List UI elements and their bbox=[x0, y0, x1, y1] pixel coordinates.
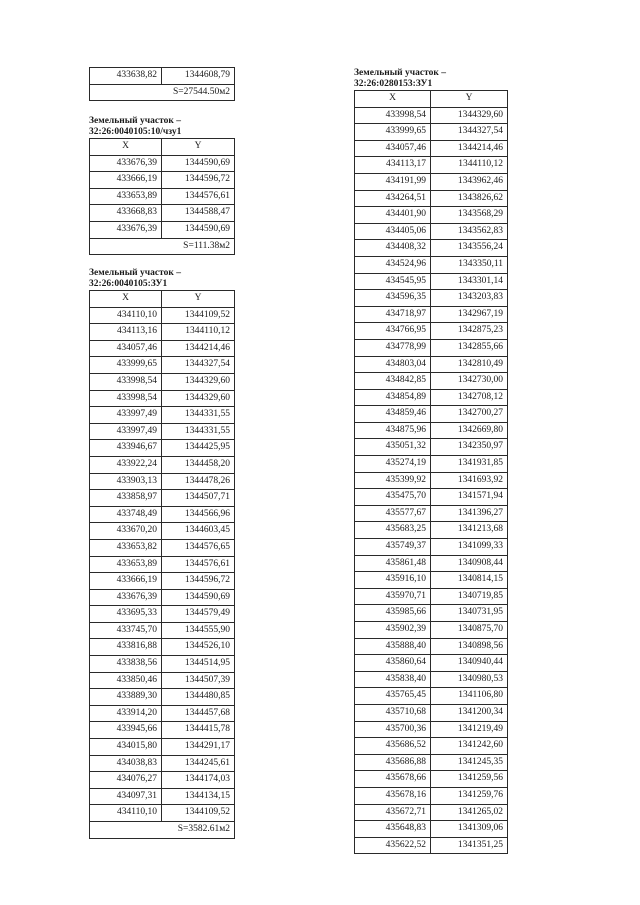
table-row bbox=[355, 738, 508, 755]
table-row bbox=[355, 406, 508, 423]
coordinate-x-cell: 433946,67 bbox=[90, 440, 162, 457]
table-row bbox=[355, 207, 508, 224]
coordinate-y-cell: 1344329,60 bbox=[162, 390, 235, 407]
table-row bbox=[90, 589, 235, 606]
coordinate-x-cell: 435902,39 bbox=[355, 622, 431, 639]
coordinate-x-cell: 433676,39 bbox=[90, 155, 162, 172]
table-row bbox=[355, 638, 508, 655]
coordinate-y-cell: 1344478,26 bbox=[162, 473, 235, 490]
table-row bbox=[355, 572, 508, 589]
coordinate-y-cell: 1341571,94 bbox=[431, 489, 508, 506]
coordinate-y-cell: 1344603,45 bbox=[162, 523, 235, 540]
table-row bbox=[90, 539, 235, 556]
table-row bbox=[355, 539, 508, 556]
coordinate-y-cell: 1343556,24 bbox=[431, 240, 508, 257]
coordinate-y-cell: 1344214,46 bbox=[431, 140, 508, 157]
coordinate-y-cell: 1344480,85 bbox=[162, 689, 235, 706]
coordinate-x-cell: 434113,16 bbox=[90, 324, 162, 341]
parcel-zu1-left-title-line2: 32:26:0040105:ЗУ1 bbox=[89, 278, 168, 289]
table-row bbox=[355, 555, 508, 572]
coordinate-x-cell: 434057,46 bbox=[355, 140, 431, 157]
table-row bbox=[90, 622, 235, 639]
coordinate-y-cell: 1344555,90 bbox=[162, 622, 235, 639]
coordinate-x-cell: 433997,49 bbox=[90, 407, 162, 424]
coordinate-x-cell: 434038,83 bbox=[90, 755, 162, 772]
coordinate-x-cell: 434097,31 bbox=[90, 788, 162, 805]
coordinate-y-cell: 1340980,53 bbox=[431, 671, 508, 688]
coordinate-y-cell: 1344457,68 bbox=[162, 705, 235, 722]
table-row bbox=[90, 506, 235, 523]
column-header-x: X bbox=[355, 91, 431, 108]
coordinate-y-cell: 1341693,92 bbox=[431, 472, 508, 489]
coordinate-y-cell: 1340875,70 bbox=[431, 622, 508, 639]
coordinate-x-cell: 434842,85 bbox=[355, 373, 431, 390]
table-row bbox=[90, 573, 235, 590]
coordinate-x-cell: 433997,49 bbox=[90, 423, 162, 440]
coordinate-y-cell: 1342967,19 bbox=[431, 306, 508, 323]
table-row bbox=[90, 340, 235, 357]
coordinate-y-cell: 1342875,23 bbox=[431, 323, 508, 340]
column-header-y: Y bbox=[162, 291, 235, 308]
coordinate-x-cell: 434401,90 bbox=[355, 207, 431, 224]
coordinate-y-cell: 1344109,52 bbox=[162, 805, 235, 822]
column-header-x: X bbox=[90, 139, 162, 156]
coordinate-y-cell: 1344507,71 bbox=[162, 490, 235, 507]
coordinate-x-cell: 435970,71 bbox=[355, 588, 431, 605]
table-row bbox=[90, 606, 235, 623]
coordinate-x-cell: 433670,20 bbox=[90, 523, 162, 540]
coordinate-x-cell: 435765,45 bbox=[355, 688, 431, 705]
coordinate-y-cell: 1341309,06 bbox=[431, 821, 508, 838]
parcel-zu1-left-title bbox=[89, 268, 181, 289]
coordinate-y-cell: 1344608,79 bbox=[162, 68, 235, 85]
coordinate-x-cell: 433653,89 bbox=[90, 556, 162, 573]
table-row bbox=[355, 721, 508, 738]
table-row bbox=[355, 140, 508, 157]
coordinate-x-cell: 435577,67 bbox=[355, 505, 431, 522]
coordinate-x-cell: 433638,82 bbox=[90, 68, 162, 85]
coordinate-x-cell: 434596,35 bbox=[355, 290, 431, 307]
table-row bbox=[355, 273, 508, 290]
coordinate-y-cell: 1341265,02 bbox=[431, 804, 508, 821]
table-row bbox=[355, 655, 508, 672]
coordinate-x-cell: 433838,56 bbox=[90, 656, 162, 673]
table-row bbox=[90, 423, 235, 440]
coordinate-x-cell: 433850,46 bbox=[90, 672, 162, 689]
parcel-chzu1-table bbox=[89, 138, 235, 255]
coordinate-y-cell: 1344596,72 bbox=[162, 172, 235, 189]
coordinate-y-cell: 1344514,95 bbox=[162, 656, 235, 673]
coordinate-y-cell: 1344291,17 bbox=[162, 739, 235, 756]
coordinate-y-cell: 1340719,85 bbox=[431, 588, 508, 605]
coordinate-x-cell: 433999,65 bbox=[355, 124, 431, 141]
coordinate-x-cell: 435861,48 bbox=[355, 555, 431, 572]
table-row bbox=[90, 705, 235, 722]
table-row bbox=[90, 755, 235, 772]
coordinate-y-cell: 1341106,80 bbox=[431, 688, 508, 705]
table-row bbox=[355, 223, 508, 240]
table-row bbox=[355, 456, 508, 473]
table-row bbox=[355, 124, 508, 141]
area-row bbox=[90, 84, 235, 101]
table-row bbox=[90, 357, 235, 374]
coordinate-x-cell: 434076,27 bbox=[90, 772, 162, 789]
parcel-zu1-right-title-line2: 32:26:0280153:ЗУ1 bbox=[354, 78, 433, 89]
table-row bbox=[90, 205, 235, 222]
coordinate-y-cell: 1344566,96 bbox=[162, 506, 235, 523]
area-value: S=3582.61м2 bbox=[90, 822, 235, 839]
coordinate-x-cell: 434545,95 bbox=[355, 273, 431, 290]
coordinate-x-cell: 434405,06 bbox=[355, 223, 431, 240]
table-row bbox=[90, 155, 235, 172]
parcel-chzu1-title-line1: Земельный участок – bbox=[89, 116, 181, 126]
coordinate-y-cell: 1344507,39 bbox=[162, 672, 235, 689]
coordinate-x-cell: 433998,54 bbox=[90, 390, 162, 407]
coordinate-y-cell: 1344590,69 bbox=[162, 221, 235, 238]
coordinate-y-cell: 1341219,49 bbox=[431, 721, 508, 738]
coordinate-y-cell: 1341200,34 bbox=[431, 704, 508, 721]
coordinate-y-cell: 1341099,33 bbox=[431, 539, 508, 556]
coordinate-x-cell: 433676,39 bbox=[90, 221, 162, 238]
coordinate-y-cell: 1342700,27 bbox=[431, 406, 508, 423]
table-header-row bbox=[90, 291, 235, 308]
coordinate-x-cell: 433666,19 bbox=[90, 172, 162, 189]
parcel-zu1-right-title bbox=[354, 68, 446, 89]
coordinate-y-cell: 1342810,49 bbox=[431, 356, 508, 373]
coordinate-y-cell: 1341396,27 bbox=[431, 505, 508, 522]
table-row bbox=[90, 440, 235, 457]
top-coordinates-table bbox=[89, 67, 235, 101]
parcel-chzu1-table-body bbox=[90, 155, 235, 255]
coordinate-y-cell: 1341259,56 bbox=[431, 771, 508, 788]
coordinate-y-cell: 1344590,69 bbox=[162, 155, 235, 172]
coordinate-y-cell: 1344214,46 bbox=[162, 340, 235, 357]
column-header-y: Y bbox=[431, 91, 508, 108]
coordinate-x-cell: 435678,16 bbox=[355, 787, 431, 804]
table-row bbox=[355, 422, 508, 439]
coordinate-y-cell: 1344329,60 bbox=[162, 373, 235, 390]
coordinate-x-cell: 435475,70 bbox=[355, 489, 431, 506]
table-row bbox=[355, 821, 508, 838]
coordinate-x-cell: 435648,83 bbox=[355, 821, 431, 838]
top-table-body bbox=[90, 68, 235, 101]
coordinate-y-cell: 1344576,61 bbox=[162, 556, 235, 573]
parcel-zu1-right-title-line1: Земельный участок – bbox=[354, 68, 446, 78]
table-row bbox=[355, 157, 508, 174]
coordinate-y-cell: 1344588,47 bbox=[162, 205, 235, 222]
coordinate-x-cell: 433676,39 bbox=[90, 589, 162, 606]
coordinate-x-cell: 435916,10 bbox=[355, 572, 431, 589]
coordinate-x-cell: 434015,80 bbox=[90, 739, 162, 756]
coordinate-x-cell: 433999,65 bbox=[90, 357, 162, 374]
coordinate-x-cell: 434854,89 bbox=[355, 389, 431, 406]
coordinate-x-cell: 435622,52 bbox=[355, 837, 431, 854]
table-row bbox=[355, 588, 508, 605]
coordinate-y-cell: 1344425,95 bbox=[162, 440, 235, 457]
table-row bbox=[355, 373, 508, 390]
coordinate-y-cell: 1341245,35 bbox=[431, 754, 508, 771]
coordinate-x-cell: 433666,19 bbox=[90, 573, 162, 590]
table-row bbox=[90, 672, 235, 689]
coordinate-y-cell: 1344590,69 bbox=[162, 589, 235, 606]
table-row bbox=[355, 704, 508, 721]
parcel-chzu1-title bbox=[89, 116, 181, 137]
area-row bbox=[90, 238, 235, 255]
coordinate-y-cell: 1343301,14 bbox=[431, 273, 508, 290]
coordinate-y-cell: 1340731,95 bbox=[431, 605, 508, 622]
table-row bbox=[355, 505, 508, 522]
table-row bbox=[90, 307, 235, 324]
table-row bbox=[90, 739, 235, 756]
parcel-chzu1-title-line2: 32:26:0040105:10/чзу1 bbox=[89, 126, 182, 137]
coordinate-x-cell: 433903,13 bbox=[90, 473, 162, 490]
table-header-row bbox=[90, 139, 235, 156]
table-row bbox=[90, 556, 235, 573]
coordinate-x-cell: 435985,66 bbox=[355, 605, 431, 622]
table-row bbox=[90, 689, 235, 706]
coordinate-x-cell: 434191,99 bbox=[355, 173, 431, 190]
table-row bbox=[355, 107, 508, 124]
coordinate-y-cell: 1341259,76 bbox=[431, 787, 508, 804]
table-row bbox=[355, 356, 508, 373]
table-row bbox=[355, 306, 508, 323]
table-row bbox=[90, 456, 235, 473]
table-row bbox=[355, 472, 508, 489]
coordinate-y-cell: 1344327,54 bbox=[162, 357, 235, 374]
coordinate-y-cell: 1340908,44 bbox=[431, 555, 508, 572]
table-row bbox=[355, 837, 508, 854]
coordinate-y-cell: 1344109,52 bbox=[162, 307, 235, 324]
parcel-zu1-left-title-line1: Земельный участок – bbox=[89, 268, 181, 278]
coordinate-x-cell: 434057,46 bbox=[90, 340, 162, 357]
coordinate-x-cell: 433653,82 bbox=[90, 539, 162, 556]
coordinate-x-cell: 435686,88 bbox=[355, 754, 431, 771]
coordinate-x-cell: 433858,97 bbox=[90, 490, 162, 507]
coordinate-x-cell: 434766,95 bbox=[355, 323, 431, 340]
coordinate-x-cell: 435838,40 bbox=[355, 671, 431, 688]
area-row bbox=[90, 822, 235, 839]
parcel-zu1-left-table bbox=[89, 290, 235, 839]
coordinate-y-cell: 1344526,10 bbox=[162, 639, 235, 656]
coordinate-x-cell: 433945,66 bbox=[90, 722, 162, 739]
table-row bbox=[355, 173, 508, 190]
coordinate-y-cell: 1344327,54 bbox=[431, 124, 508, 141]
coordinate-x-cell: 434110,10 bbox=[90, 307, 162, 324]
coordinate-y-cell: 1340898,56 bbox=[431, 638, 508, 655]
table-row bbox=[355, 622, 508, 639]
coordinate-x-cell: 434803,04 bbox=[355, 356, 431, 373]
table-row bbox=[355, 240, 508, 257]
coordinate-x-cell: 434778,99 bbox=[355, 339, 431, 356]
coordinate-y-cell: 1344134,15 bbox=[162, 788, 235, 805]
coordinate-x-cell: 435710,68 bbox=[355, 704, 431, 721]
table-row bbox=[90, 722, 235, 739]
coordinate-x-cell: 433695,33 bbox=[90, 606, 162, 623]
coordinate-x-cell: 434859,46 bbox=[355, 406, 431, 423]
coordinate-y-cell: 1342669,80 bbox=[431, 422, 508, 439]
coordinate-y-cell: 1340940,44 bbox=[431, 655, 508, 672]
coordinate-y-cell: 1342708,12 bbox=[431, 389, 508, 406]
coordinate-x-cell: 434875,96 bbox=[355, 422, 431, 439]
coordinate-x-cell: 435860,64 bbox=[355, 655, 431, 672]
coordinate-y-cell: 1342730,00 bbox=[431, 373, 508, 390]
coordinate-x-cell: 433748,49 bbox=[90, 506, 162, 523]
area-value: S=111.38м2 bbox=[90, 238, 235, 255]
table-row bbox=[90, 788, 235, 805]
coordinate-y-cell: 1344579,49 bbox=[162, 606, 235, 623]
coordinate-y-cell: 1344458,20 bbox=[162, 456, 235, 473]
coordinate-y-cell: 1344110,12 bbox=[162, 324, 235, 341]
coordinate-x-cell: 435399,92 bbox=[355, 472, 431, 489]
coordinate-x-cell: 434718,97 bbox=[355, 306, 431, 323]
coordinate-y-cell: 1344110,12 bbox=[431, 157, 508, 174]
table-row bbox=[355, 339, 508, 356]
table-row bbox=[90, 68, 235, 85]
area-value: S=27544.50м2 bbox=[90, 84, 235, 101]
coordinate-y-cell: 1340814,15 bbox=[431, 572, 508, 589]
table-row bbox=[355, 256, 508, 273]
table-row bbox=[355, 605, 508, 622]
table-row bbox=[90, 324, 235, 341]
coordinate-y-cell: 1343568,29 bbox=[431, 207, 508, 224]
coordinate-x-cell: 435888,40 bbox=[355, 638, 431, 655]
coordinate-x-cell: 435051,32 bbox=[355, 439, 431, 456]
column-header-x: X bbox=[90, 291, 162, 308]
coordinate-y-cell: 1341931,85 bbox=[431, 456, 508, 473]
coordinate-x-cell: 435700,36 bbox=[355, 721, 431, 738]
coordinate-x-cell: 433922,24 bbox=[90, 456, 162, 473]
coordinate-y-cell: 1341242,60 bbox=[431, 738, 508, 755]
coordinate-x-cell: 433816,88 bbox=[90, 639, 162, 656]
table-row bbox=[355, 323, 508, 340]
coordinate-x-cell: 434264,51 bbox=[355, 190, 431, 207]
coordinate-y-cell: 1342350,97 bbox=[431, 439, 508, 456]
table-row bbox=[90, 221, 235, 238]
coordinate-x-cell: 435686,52 bbox=[355, 738, 431, 755]
table-row bbox=[355, 688, 508, 705]
coordinate-x-cell: 433998,54 bbox=[90, 373, 162, 390]
table-row bbox=[90, 407, 235, 424]
coordinate-y-cell: 1343562,83 bbox=[431, 223, 508, 240]
coordinate-y-cell: 1344331,55 bbox=[162, 407, 235, 424]
table-row bbox=[90, 523, 235, 540]
table-row bbox=[355, 190, 508, 207]
coordinate-x-cell: 433998,54 bbox=[355, 107, 431, 124]
table-row bbox=[90, 188, 235, 205]
table-row bbox=[355, 489, 508, 506]
table-row bbox=[355, 671, 508, 688]
table-row bbox=[355, 787, 508, 804]
table-row bbox=[355, 804, 508, 821]
parcel-zu1-left-table-body bbox=[90, 307, 235, 838]
coordinate-y-cell: 1344329,60 bbox=[431, 107, 508, 124]
table-row bbox=[90, 373, 235, 390]
column-header-y: Y bbox=[162, 139, 235, 156]
coordinate-y-cell: 1343826,62 bbox=[431, 190, 508, 207]
table-row bbox=[90, 656, 235, 673]
coordinate-x-cell: 433914,20 bbox=[90, 705, 162, 722]
table-row bbox=[90, 172, 235, 189]
table-row bbox=[355, 439, 508, 456]
coordinate-y-cell: 1341213,68 bbox=[431, 522, 508, 539]
table-row bbox=[355, 771, 508, 788]
table-row bbox=[355, 754, 508, 771]
table-row bbox=[355, 389, 508, 406]
table-row bbox=[90, 473, 235, 490]
coordinate-x-cell: 435672,71 bbox=[355, 804, 431, 821]
table-row bbox=[355, 522, 508, 539]
coordinate-x-cell: 435749,37 bbox=[355, 539, 431, 556]
parcel-zu1-right-table bbox=[354, 90, 508, 854]
coordinate-y-cell: 1344331,55 bbox=[162, 423, 235, 440]
coordinate-x-cell: 433653,89 bbox=[90, 188, 162, 205]
coordinate-y-cell: 1344576,65 bbox=[162, 539, 235, 556]
table-row bbox=[90, 390, 235, 407]
coordinate-x-cell: 434113,17 bbox=[355, 157, 431, 174]
coordinate-y-cell: 1344576,61 bbox=[162, 188, 235, 205]
coordinate-x-cell: 435683,25 bbox=[355, 522, 431, 539]
coordinate-y-cell: 1344245,61 bbox=[162, 755, 235, 772]
coordinate-y-cell: 1341351,25 bbox=[431, 837, 508, 854]
coordinate-x-cell: 433745,70 bbox=[90, 622, 162, 639]
table-row bbox=[90, 805, 235, 822]
coordinate-y-cell: 1344415,78 bbox=[162, 722, 235, 739]
coordinate-x-cell: 434524,96 bbox=[355, 256, 431, 273]
coordinate-y-cell: 1344596,72 bbox=[162, 573, 235, 590]
table-row bbox=[90, 490, 235, 507]
parcel-zu1-right-table-body bbox=[355, 107, 508, 854]
coordinate-x-cell: 435274,19 bbox=[355, 456, 431, 473]
table-row bbox=[90, 639, 235, 656]
coordinate-y-cell: 1342855,66 bbox=[431, 339, 508, 356]
coordinate-x-cell: 433889,30 bbox=[90, 689, 162, 706]
coordinate-y-cell: 1343350,11 bbox=[431, 256, 508, 273]
table-row bbox=[355, 290, 508, 307]
coordinate-x-cell: 434110,10 bbox=[90, 805, 162, 822]
coordinate-y-cell: 1344174,03 bbox=[162, 772, 235, 789]
coordinate-y-cell: 1343962,46 bbox=[431, 173, 508, 190]
coordinate-y-cell: 1343203,83 bbox=[431, 290, 508, 307]
coordinate-x-cell: 433668,83 bbox=[90, 205, 162, 222]
table-header-row bbox=[355, 91, 508, 108]
table-row bbox=[90, 772, 235, 789]
coordinate-x-cell: 435678,66 bbox=[355, 771, 431, 788]
coordinate-x-cell: 434408,32 bbox=[355, 240, 431, 257]
